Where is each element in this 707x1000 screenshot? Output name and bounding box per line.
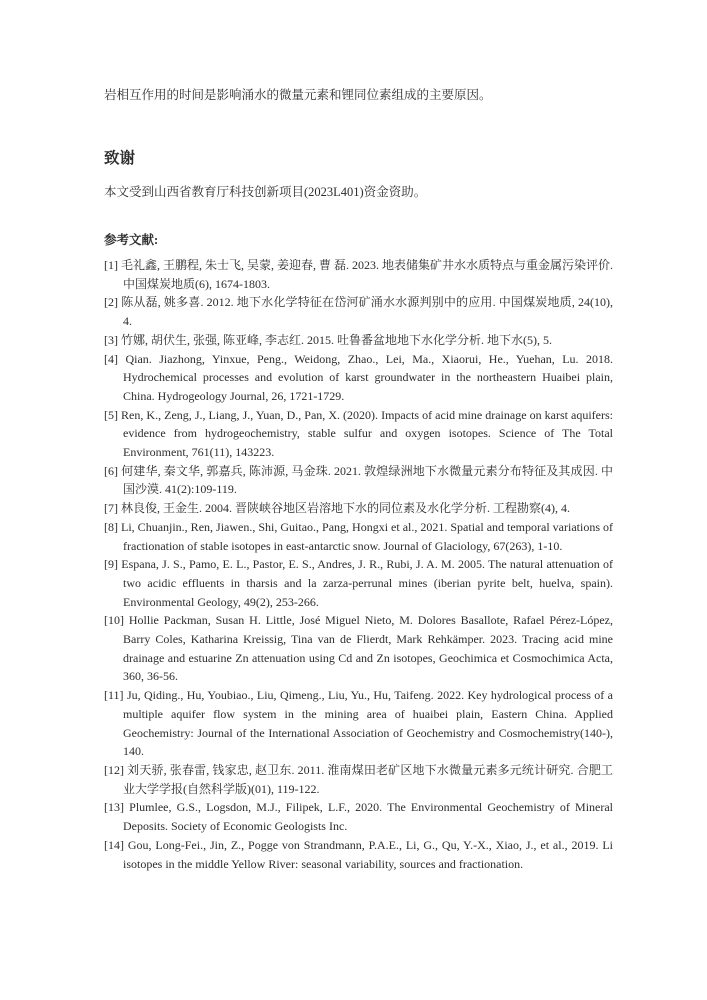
reference-number: [11] [104, 688, 124, 703]
reference-text: Plumlee, G.S., Logsdon, M.J., Filipek, L.F., 2020. The Environmental Geochemistry of Mineral Deposits. Society of Economic Geologists Inc. [123, 800, 614, 834]
reference-number: [5] [104, 407, 118, 422]
reference-number: [8] [104, 519, 118, 534]
references-heading: 参考文献: [104, 233, 159, 247]
reference-text: Hollie Packman, Susan H. Little, José Miguel Nieto, M. Dolores Basallote, Rafael Pérez-López, Barry Coles, Katharina Kreissig, Tina van de Flierdt, Mark Rehkämper. 2023. Tracing acid mine drainage and estuarine Zn attenuation using Cd and Zn isotopes, Geochimica et Cosmochimica Acta, 360, 36-56. [123, 613, 614, 684]
reference-text: 毛礼鑫, 王鹏程, 朱士飞, 吴蒙, 姜迎春, 曹 磊. 2023. 地表储集矿井水水质特点与重金属污染评价. 中国煤炭地质(6), 1674-1803. [121, 258, 614, 291]
reference-text: Ren, K., Zeng, J., Liang, J., Yuan, D., Pan, X. (2020). Impacts of acid mine drainage on karst aquifers: evidence from hydrogeochemistry, stable sulfur and oxygen isotopes. Science of The Total Environment, 761(11), 143223. [121, 407, 613, 460]
reference-item [104, 611, 613, 686]
reference-item [104, 293, 613, 330]
reference-text: Espana, J. S., Pamo, E. L., Pastor, E. S., Andres, J. R., Rubi, J. A. M. 2005. The natural attenuation of two acidic effluents in tharsis and la zarza-perrunal mines (iberian pyrite belt, huelva, spain). Environmental Geology, 49(2), 253-266. [121, 557, 614, 609]
reference-number: [6] [104, 463, 118, 478]
reference-item [104, 406, 613, 462]
reference-number: [4] [104, 351, 118, 366]
reference-number: [12] [104, 762, 124, 777]
reference-item [104, 798, 613, 835]
reference-number: [13] [104, 800, 124, 815]
closing-paragraph: 岩相互作用的时间是影响涌水的微量元素和锂同位素组成的主要原因。 [104, 88, 492, 102]
reference-number: [3] [104, 332, 118, 347]
reference-item [104, 350, 613, 406]
acknowledgements-heading: 致谢 [104, 150, 136, 167]
reference-text: Gou, Long-Fei., Jin, Z., Pogge von Strandmann, P.A.E., Li, G., Qu, Y.-X., Xiao, J., et al., 2019. Li isotopes in the middle Yellow River: seasonal variability, sources and fractionation. [123, 837, 613, 871]
reference-text: Qian. Jiazhong, Yinxue, Peng., Weidong, Zhao., Lei, Ma., Xiaorui, He., Yuehan, Lu. 2018. Hydrochemical processes and evolution of karst groundwater in the northeastern Huaibei plain, China. Hydrogeology Journal, 26, 1721-1729. [123, 351, 613, 403]
reference-text: 林良俊, 王金生. 2004. 晋陕峡谷地区岩溶地下水的同位素及水化学分析. 工程勘察(4), 4. [121, 501, 570, 516]
reference-item [104, 761, 613, 798]
reference-text: Li, Chuanjin., Ren, Jiawen., Shi, Guitao., Pang, Hongxi et al., 2021. Spatial and temporal variations of fractionation of stable isotopes in east-antarctic snow. Journal of Glaciology, 67(263), 1-10. [121, 519, 613, 553]
reference-item [104, 331, 613, 350]
reference-number: [14] [104, 837, 124, 852]
reference-item [104, 256, 613, 293]
acknowledgements-body: 本文受到山西省教育厅科技创新项目(2023L401)资金资助。 [104, 185, 427, 199]
reference-item [104, 836, 613, 873]
reference-text: 刘天骄, 张春雷, 钱家忠, 赵卫东. 2011. 淮南煤田老矿区地下水微量元素多元统计研究. 合肥工业大学学报(自然科学版)(01), 119-122. [123, 762, 614, 796]
reference-number: [10] [104, 613, 124, 628]
reference-number: [1] [104, 258, 118, 272]
reference-item [104, 462, 613, 499]
reference-text: 竹娜, 胡伏生, 张强, 陈亚峰, 李志红. 2015. 吐鲁番盆地地下水化学分析. 地下水(5), 5. [121, 332, 552, 347]
reference-item [104, 518, 613, 555]
reference-text: 何建华, 秦文华, 郭嘉兵, 陈沛源, 马金珠. 2021. 敦煌绿洲地下水微量元素分布特征及其成因. 中国沙漠. 41(2):109-119. [121, 463, 614, 497]
reference-item [104, 499, 613, 518]
reference-number: [9] [104, 557, 118, 572]
reference-text: Ju, Qiding., Hu, Youbiao., Liu, Qimeng., Liu, Yu., Hu, Taifeng. 2022. Key hydrological process of a multiple aquifer flow system in the mining area of huaibei plain, Eastern China. Applied Geochemistry: Journal of the International Association of Geochemistry and Cosmochemistry(140-), 140. [123, 688, 614, 759]
reference-item [104, 686, 613, 761]
reference-item [104, 555, 613, 611]
reference-text: 陈从磊, 姚多喜. 2012. 地下水化学特征在岱河矿涌水水源判别中的应用. 中国煤炭地质, 24(10), 4. [121, 295, 614, 329]
reference-number: [2] [104, 295, 118, 310]
reference-list [104, 256, 613, 873]
reference-number: [7] [104, 501, 118, 516]
